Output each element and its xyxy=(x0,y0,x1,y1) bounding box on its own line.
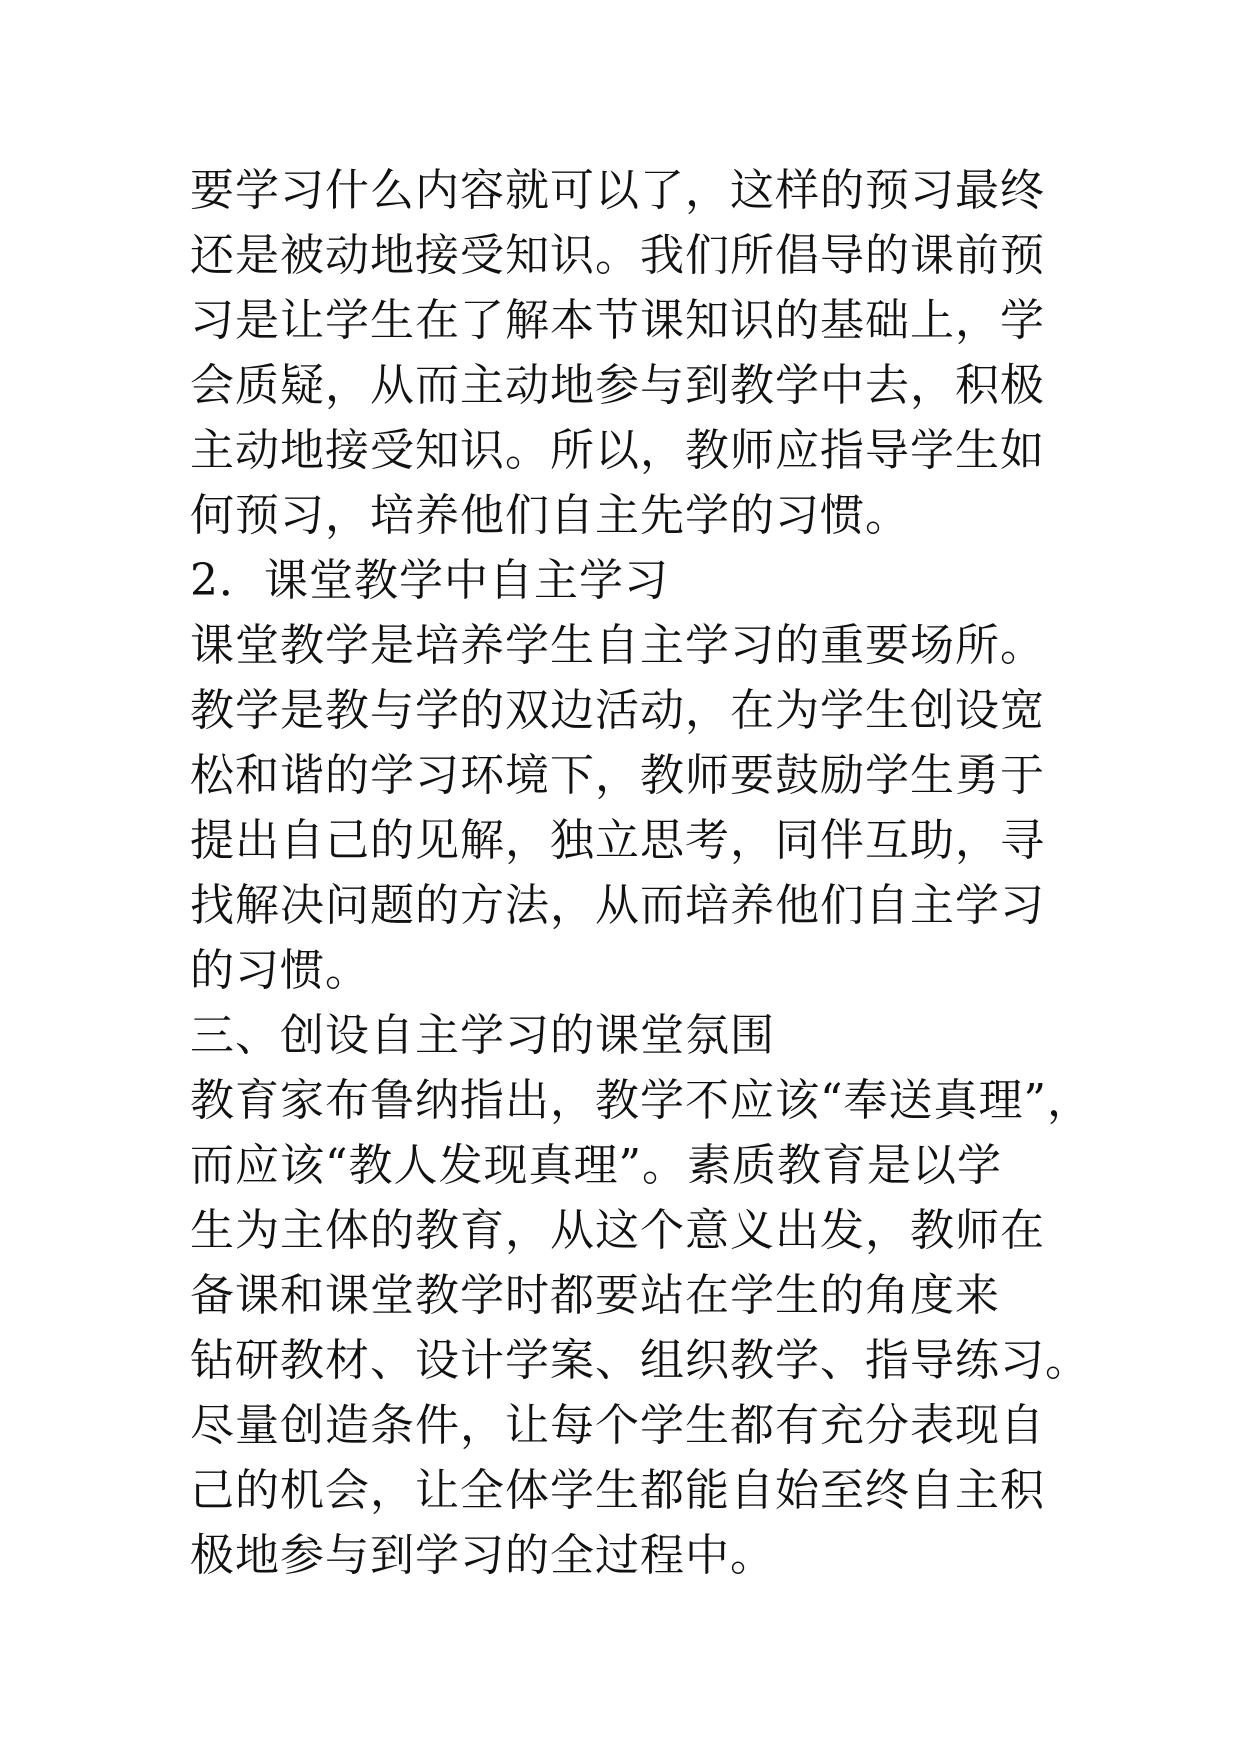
text-line: 习是让学生在了解本节课知识的基础上，学 xyxy=(190,295,1045,346)
text-line: 尽量创造条件，让每个学生都有充分表现自 xyxy=(190,1400,1045,1451)
text-line: 的习惯。 xyxy=(190,945,370,996)
text-line: 还是被动地接受知识。我们所倡导的课前预 xyxy=(190,230,1045,281)
text-line: 备课和课堂教学时都要站在学生的角度来 xyxy=(190,1270,1000,1321)
text-line: 己的机会，让全体学生都能自始至终自主积 xyxy=(190,1465,1045,1516)
section-heading: 2．课堂教学中自主学习 xyxy=(190,555,669,606)
text-line: 钻研教材、设计学案、组织教学、指导练习。 xyxy=(190,1335,1090,1386)
text-line: 找解决问题的方法，从而培养他们自主学习 xyxy=(190,880,1045,931)
text-line: 提出自己的见解，独立思考，同伴互助，寻 xyxy=(190,815,1045,866)
text-line: 要学习什么内容就可以了，这样的预习最终 xyxy=(190,165,1045,216)
text-line: 而应该“教人发现真理”。素质教育是以学 xyxy=(190,1140,1002,1191)
text-line: 何预习，培养他们自主先学的习惯。 xyxy=(190,490,910,541)
text-line: 极地参与到学习的全过程中。 xyxy=(190,1530,775,1581)
section-heading: 三、创设自主学习的课堂氛围 xyxy=(190,1010,775,1061)
text-line: 教学是教与学的双边活动，在为学生创设宽 xyxy=(190,685,1045,736)
text-line: 教育家布鲁纳指出，教学不应该“奉送真理”， xyxy=(190,1075,1092,1126)
text-line: 生为主体的教育，从这个意义出发，教师在 xyxy=(190,1205,1045,1256)
body-text xyxy=(190,158,1090,1588)
text-line: 松和谐的学习环境下，教师要鼓励学生勇于 xyxy=(190,750,1045,801)
text-line: 课堂教学是培养学生自主学习的重要场所。 xyxy=(190,620,1045,671)
text-line: 会质疑，从而主动地参与到教学中去，积极 xyxy=(190,360,1045,411)
text-line: 主动地接受知识。所以，教师应指导学生如 xyxy=(190,425,1045,476)
